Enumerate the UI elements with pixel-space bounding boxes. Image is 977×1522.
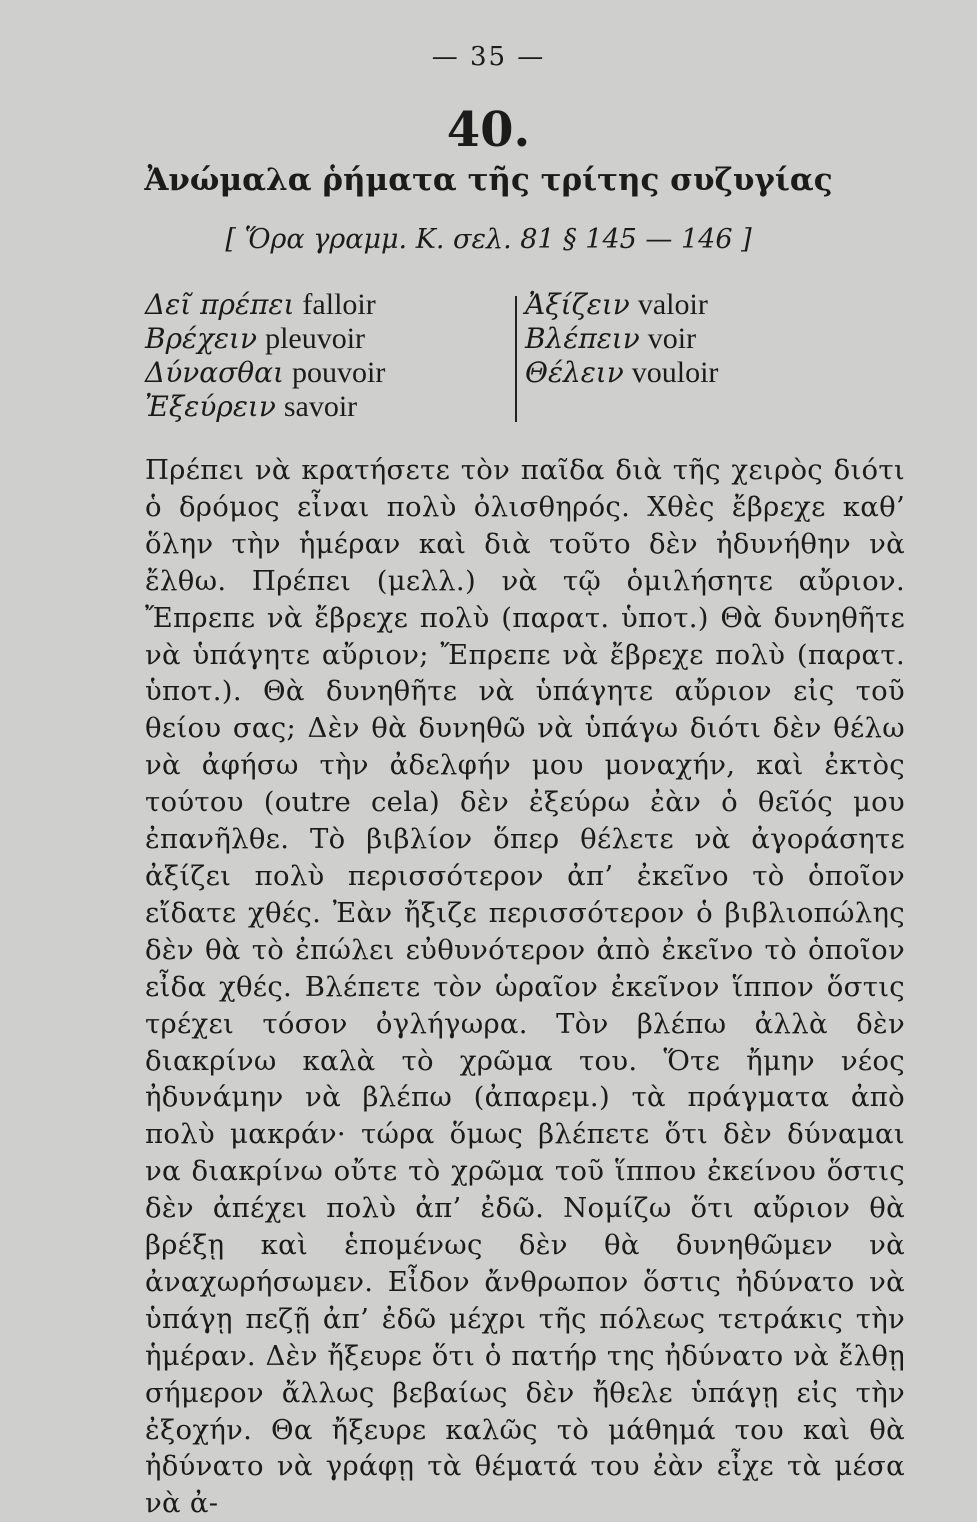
- page-number: — 35 —: [431, 42, 546, 72]
- french-verb: vouloir: [631, 356, 719, 389]
- french-verb: pouvoir: [292, 356, 386, 389]
- lesson-title: Ἀνώμαλα ῥήματα τῆς τρίτης συζυγίας: [144, 162, 833, 198]
- verb-entry: [145, 322, 505, 356]
- verb-entry: [145, 356, 505, 390]
- grammar-reference: [ Ὅρα γραμμ. Κ. σελ. 81 § 145 — 146 ]: [225, 224, 752, 255]
- verb-entry: [525, 288, 855, 322]
- verb-entry: [145, 390, 505, 424]
- greek-verb: Ἐξεύρειν: [145, 390, 276, 423]
- verb-entry: [145, 288, 505, 322]
- column-divider: [515, 296, 517, 422]
- french-verb: savoir: [283, 390, 358, 423]
- french-verb: pleuvoir: [265, 322, 366, 355]
- verb-entry: [525, 322, 855, 356]
- greek-verb: Βλέπειν: [525, 322, 640, 355]
- french-verb: falloir: [302, 288, 376, 321]
- greek-verb: Θέλειν: [525, 356, 624, 389]
- greek-verb: Ἀξίζειν: [525, 288, 630, 321]
- greek-verb: Βρέχειν: [145, 322, 258, 355]
- lesson-number: 40.: [446, 102, 531, 158]
- verb-list-right: [525, 288, 855, 390]
- greek-verb: Δύνασθαι: [145, 356, 285, 389]
- french-verb: valoir: [637, 288, 708, 321]
- exercise-text: Πρέπει νὰ κρατήσετε τὸν παῖδα διὰ τῆς χειρὸς διότι ὁ δρόμος εἶναι πολὺ ὀλισθηρός. Χθὲς ἔβρεχε καθ’ ὅλην τὴν ἡμέραν καὶ διὰ τοῦτο δὲν ἠδυνήθην νὰ ἔλθω. Πρέπει (μελλ.) νὰ τῷ ὁμιλήσητε αὔριον. Ἔπρεπε νὰ ἔβρεχε πολὺ (παρατ. ὑποτ.) Θὰ δυνηθῆτε νὰ ὑπάγητε αὔριον; Ἔπρεπε νὰ ἔβρεχε πολὺ (παρατ. ὑποτ.). Θὰ δυνηθῆτε νὰ ὑπάγητε αὔριον εἰς τοῦ θείου σας; Δὲν θὰ δυνηθῶ νὰ ὑπάγω διότι δὲν θέλω νὰ ἀφήσω τὴν ἀδελφήν μου μοναχήν, καὶ ἐκτὸς τούτου (outre cela) δὲν ἐξεύρω ἐὰν ὁ θεῖός μου ἐπανῆλθε. Τὸ βιβλίον ὅπερ θέλετε νὰ ἀγοράσητε ἀξίζει πολὺ περισσότερον ἀπ’ ἐκεῖνο τὸ ὁποῖον εἴδατε χθές. Ἐὰν ἤξιζε περισσότερον ὁ βιβλιοπώλης δὲν θὰ τὸ ἐπώλει εὐθυνότερον ἀπὸ ἐκεῖνο τὸ ὁποῖον εἶδα χθές. Βλέπετε τὸν ὡραῖον ἐκεῖνον ἵππον ὅστις τρέχει τόσον ὀγλήγωρα. Τὸν βλέπω ἀλλὰ δὲν διακρίνω καλὰ τὸ χρῶμα του. Ὅτε ἤμην νέος ἠδυνάμην νὰ βλέπω (ἀπαρεμ.) τὰ πράγματα ἀπὸ πολὺ μακράν· τώρα ὅμως βλέπετε ὅτι δὲν δύναμαι να διακρίνω οὔτε τὸ χρῶμα τοῦ ἵππου ἐκείνου ὅστις δὲν ἀπέχει πολὺ ἀπ’ ἐδῶ. Νομίζω ὅτι αὔριον θὰ βρέξῃ καὶ ἑπομένως δὲν θὰ δυνηθῶμεν νὰ ἀναχωρήσωμεν. Εἶδον ἄνθρωπον ὅστις ἠδύνατο νὰ ὑπάγῃ πεζῇ ἀπ’ ἐδῶ μέχρι τῆς πόλεως τετράκις τὴν ἡμέραν. Δὲν ἤξευρε ὅτι ὁ πατήρ της ἠδύνατο νὰ ἔλθῃ σήμερον ἄλλως βεβαίως δὲν ἤθελε ὑπάγῃ εἰς τὴν ἐξοχήν. Θα ἤξευρε καλῶς τὸ μάθημά του καὶ θὰ ἠδύνατο νὰ γράφῃ τὰ θέματά του ἐὰν εἶχε τὰ μέσα νὰ ἀ-: [145, 454, 905, 1520]
- verb-entry: [525, 356, 855, 390]
- french-verb: voir: [647, 322, 697, 355]
- greek-verb: Δεῖ πρέπει: [145, 288, 295, 321]
- verb-list-left: [145, 288, 505, 424]
